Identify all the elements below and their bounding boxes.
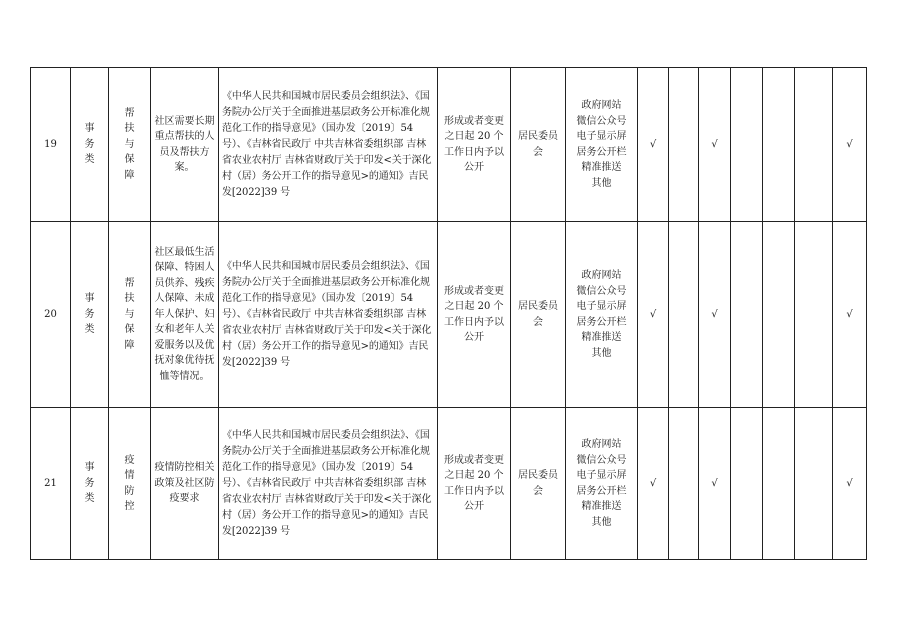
item-cell — [151, 222, 219, 408]
category-cell — [71, 408, 109, 560]
row-number: 20 — [31, 222, 71, 408]
item-cell — [151, 408, 219, 560]
check-mark: √ — [833, 68, 867, 222]
channel-item: 政府网站 — [581, 270, 622, 281]
category-cell — [71, 222, 109, 408]
check-mark: √ — [699, 222, 731, 408]
check-mark — [763, 408, 795, 560]
subcategory-cell — [109, 68, 151, 222]
check-mark — [731, 408, 763, 560]
time-limit-cell — [438, 222, 511, 408]
item-cell — [151, 68, 219, 222]
basis-cell: 《中华人民共和国城市居民委员会组织法》、《国务院办公厅关于全面推进基层政务公开标准化规范化工作的指导意见》（国办发〔2019〕54 号）、《吉林省民政厅 中共吉林省委组织部 吉林省农业农村厅 吉林省财政厅关于印发<关于深化村（居）务公开工作的指导意见>的通知》吉民发[2022]39 号 — [219, 68, 438, 222]
channel-item: 政府网站 — [581, 439, 622, 450]
channel-item: 精准推送 — [581, 162, 622, 173]
time-limit-text: 形成或者变更之日起 20 个工作日内予以公开 — [444, 285, 504, 343]
check-mark: √ — [699, 68, 731, 222]
channel-item: 电子显示屏 — [576, 301, 627, 312]
basis-cell: 《中华人民共和国城市居民委员会组织法》、《国务院办公厅关于全面推进基层政务公开标准化规范化工作的指导意见》（国办发〔2019〕54 号）、《吉林省民政厅 中共吉林省委组织部 吉林省农业农村厅 吉林省财政厅关于印发<关于深化村（居）务公开工作的指导意见>的通知》吉民发[2022]39 号 — [219, 222, 438, 408]
subcategory-text: 帮扶与保障 — [124, 107, 135, 181]
table-row — [31, 222, 867, 408]
row-number: 19 — [31, 68, 71, 222]
subcategory-text: 帮扶与保障 — [124, 277, 135, 351]
channels-cell — [566, 222, 638, 408]
channels-cell — [566, 408, 638, 560]
check-mark: √ — [638, 408, 669, 560]
check-mark — [763, 222, 795, 408]
channel-item: 政府网站 — [581, 100, 622, 111]
channels-cell — [566, 68, 638, 222]
time-limit-text: 形成或者变更之日起 20 个工作日内予以公开 — [444, 454, 504, 512]
time-limit-cell — [438, 68, 511, 222]
channel-item: 微信公众号 — [576, 285, 627, 297]
category-text: 事务类 — [84, 462, 95, 505]
item-text: 疫情防控相关政策及社区防疫要求 — [154, 462, 215, 505]
time-limit-cell — [438, 408, 511, 560]
channel-item: 微信公众号 — [576, 454, 627, 466]
check-mark — [763, 68, 795, 222]
row-number: 21 — [31, 408, 71, 560]
channel-item: 电子显示屏 — [576, 131, 627, 142]
check-mark: √ — [833, 408, 867, 560]
channel-item: 精准推送 — [581, 332, 622, 343]
basis-cell: 《中华人民共和国城市居民委员会组织法》、《国务院办公厅关于全面推进基层政务公开标准化规范化工作的指导意见》（国办发〔2019〕54 号）、《吉林省民政厅 中共吉林省委组织部 吉林省农业农村厅 吉林省财政厅关于印发<关于深化村（居）务公开工作的指导意见>的通知》吉民发[2022]39 号 — [219, 408, 438, 560]
check-mark: √ — [638, 68, 669, 222]
table-row — [31, 408, 867, 560]
subcategory-cell — [109, 408, 151, 560]
time-limit-text: 形成或者变更之日起 20 个工作日内予以公开 — [444, 115, 504, 173]
subject-text: 居民委员会 — [518, 301, 558, 328]
channel-item: 居务公开栏 — [576, 146, 627, 158]
subject-text: 居民委员会 — [518, 131, 558, 158]
subcategory-text: 疫情防控 — [124, 454, 135, 512]
check-mark — [669, 68, 699, 222]
channel-item: 居务公开栏 — [576, 485, 627, 497]
disclosure-table — [30, 67, 867, 560]
channel-item: 居务公开栏 — [576, 316, 627, 328]
subject-cell — [511, 408, 566, 560]
channel-item: 其他 — [591, 347, 612, 359]
channel-item: 微信公众号 — [576, 115, 627, 127]
check-mark: √ — [638, 222, 669, 408]
check-mark — [669, 408, 699, 560]
channel-item: 精准推送 — [581, 501, 622, 512]
category-text: 事务类 — [84, 293, 95, 336]
check-mark — [669, 222, 699, 408]
channel-item: 电子显示屏 — [576, 470, 627, 481]
category-text: 事务类 — [84, 123, 95, 166]
channel-item: 其他 — [591, 177, 612, 189]
check-mark — [795, 68, 833, 222]
check-mark: √ — [833, 222, 867, 408]
item-text: 社区需要长期重点帮扶的人员及帮扶方案。 — [154, 115, 215, 173]
subject-cell — [511, 68, 566, 222]
check-mark — [731, 68, 763, 222]
subject-cell — [511, 222, 566, 408]
check-mark: √ — [699, 408, 731, 560]
table-row — [31, 68, 867, 222]
category-cell — [71, 68, 109, 222]
check-mark — [795, 222, 833, 408]
check-mark — [731, 222, 763, 408]
subject-text: 居民委员会 — [518, 470, 558, 497]
subcategory-cell — [109, 222, 151, 408]
channel-item: 其他 — [591, 516, 612, 528]
item-text: 社区最低生活保障、特困人员供养、残疾人保障、未成年人保护、妇女和老年人关爱服务以及优抚对象优待抚恤等情况。 — [154, 246, 215, 382]
check-mark — [795, 408, 833, 560]
